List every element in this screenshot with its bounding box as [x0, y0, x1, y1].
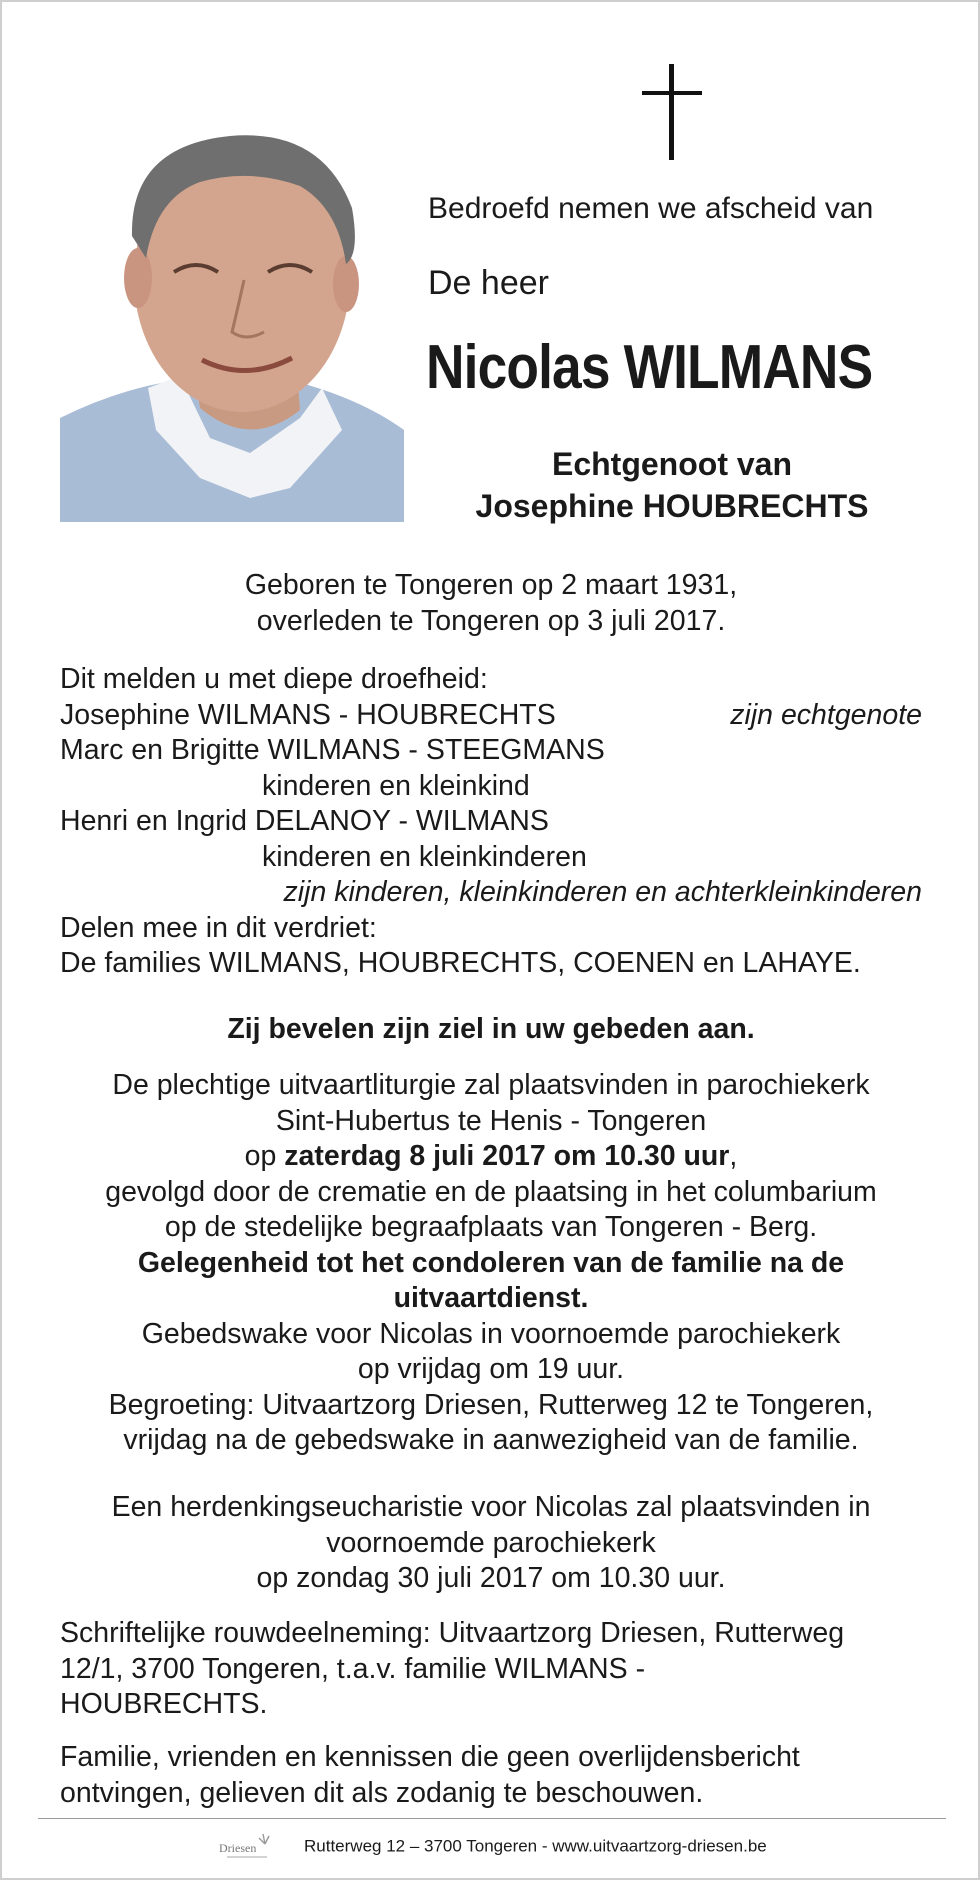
ceremony-line-5: op de stedelijke begraafplaats van Tongeren - Berg. [164, 1211, 818, 1243]
ceremony-section [60, 1068, 922, 1459]
death-line: overleden te Tongeren op 3 juli 2017. [256, 604, 726, 637]
ceremony-line-6: Gebedswake voor Nicolas in voornoemde parochiekerk [141, 1317, 841, 1350]
written-line-3: HOUBRECHTS. [60, 1688, 268, 1720]
family-children-role: zijn kinderen, kleinkinderen en achterkleinkinderen [283, 876, 922, 908]
family-section [60, 662, 922, 982]
memorial-section [60, 1490, 922, 1597]
intro-text: Bedroefd nemen we afscheid van [428, 192, 874, 225]
family-families: De families WILMANS, HOUBRECHTS, COENEN en LAHAYE. [60, 947, 861, 979]
ceremony-date-pre: op [244, 1140, 285, 1172]
memorial-line-2: voornoemde parochiekerk [326, 1526, 656, 1559]
family-share: Delen mee in dit verdriet: [60, 911, 377, 944]
closing-line-2: ontvingen, gelieven dit als zodanig te beschouwen. [60, 1776, 704, 1809]
spouse-name: Josephine HOUBRECHTS [475, 488, 869, 524]
driesen-logo [217, 1830, 277, 1864]
ceremony-line-8: Begroeting: Uitvaartzorg Driesen, Rutterweg 12 te Tongeren, [108, 1388, 874, 1421]
family-child1: Marc en Brigitte WILMANS - STEEGMANS [60, 734, 605, 766]
deceased-name: Nicolas WILMANS [426, 333, 873, 402]
family-intro: Dit melden u met diepe droefheid: [60, 663, 488, 695]
written-line-2: 12/1, 3700 Tongeren, t.a.v. familie WILMANS - [60, 1652, 646, 1685]
latin-cross-icon [642, 64, 702, 160]
logo-text: Driesen [219, 1841, 257, 1855]
memorial-line-3: op zondag 30 juli 2017 om 10.30 uur. [256, 1562, 726, 1594]
ceremony-date-post: , [729, 1140, 738, 1172]
family-child1-role: kinderen en kleinkind [262, 769, 530, 802]
ceremony-line-4: gevolgd door de crematie en de plaatsing in het columbarium [105, 1175, 877, 1208]
ceremony-line-9: vrijdag na de gebedswake in aanwezigheid van de familie. [123, 1424, 859, 1456]
family-spouse-role: zijn echtgenote [730, 698, 922, 731]
ceremony-line-2: Sint-Hubertus te Henis - Tongeren [275, 1104, 707, 1137]
written-condolence-section [60, 1616, 922, 1723]
family-spouse-name: Josephine WILMANS - HOUBRECHTS [60, 698, 556, 731]
footer-divider [38, 1818, 946, 1819]
ceremony-date-line [60, 1139, 922, 1175]
family-child2-role: kinderen en kleinkinderen [262, 840, 587, 873]
footer-address: Rutterweg 12 – 3700 Tongeren - www.uitvaartzorg-driesen.be [304, 1836, 767, 1856]
closing-section [60, 1740, 922, 1811]
ceremony-date: zaterdag 8 juli 2017 om 10.30 uur [284, 1140, 730, 1172]
ceremony-line-7: op vrijdag om 19 uur. [357, 1353, 625, 1385]
memorial-line-1: Een herdenkingseucharistie voor Nicolas zal plaatsvinden in [111, 1491, 871, 1523]
family-child2: Henri en Ingrid DELANOY - WILMANS [60, 805, 549, 837]
birth-death-info [60, 568, 922, 639]
prayer-line: Zij bevelen zijn ziel in uw gebeden aan. [227, 1013, 755, 1045]
title-prefix: De heer [428, 264, 549, 302]
condolence-line-1: Gelegenheid tot het condoleren van de familie na de [137, 1246, 845, 1279]
portrait-photo [60, 58, 404, 522]
spouse-label: Echtgenoot van [551, 446, 792, 482]
family-row-spouse [60, 698, 922, 734]
footer [2, 1830, 980, 1864]
condolence-line-2: uitvaartdienst. [393, 1282, 589, 1314]
ceremony-line-1: De plechtige uitvaartliturgie zal plaatsvinden in parochiekerk [112, 1069, 870, 1101]
closing-line-1: Familie, vrienden en kennissen die geen overlijdensbericht [60, 1741, 800, 1773]
birth-line: Geboren te Tongeren op 2 maart 1931, [244, 569, 738, 601]
written-line-1: Schriftelijke rouwdeelneming: Uitvaartzorg Driesen, Rutterweg [60, 1617, 845, 1649]
